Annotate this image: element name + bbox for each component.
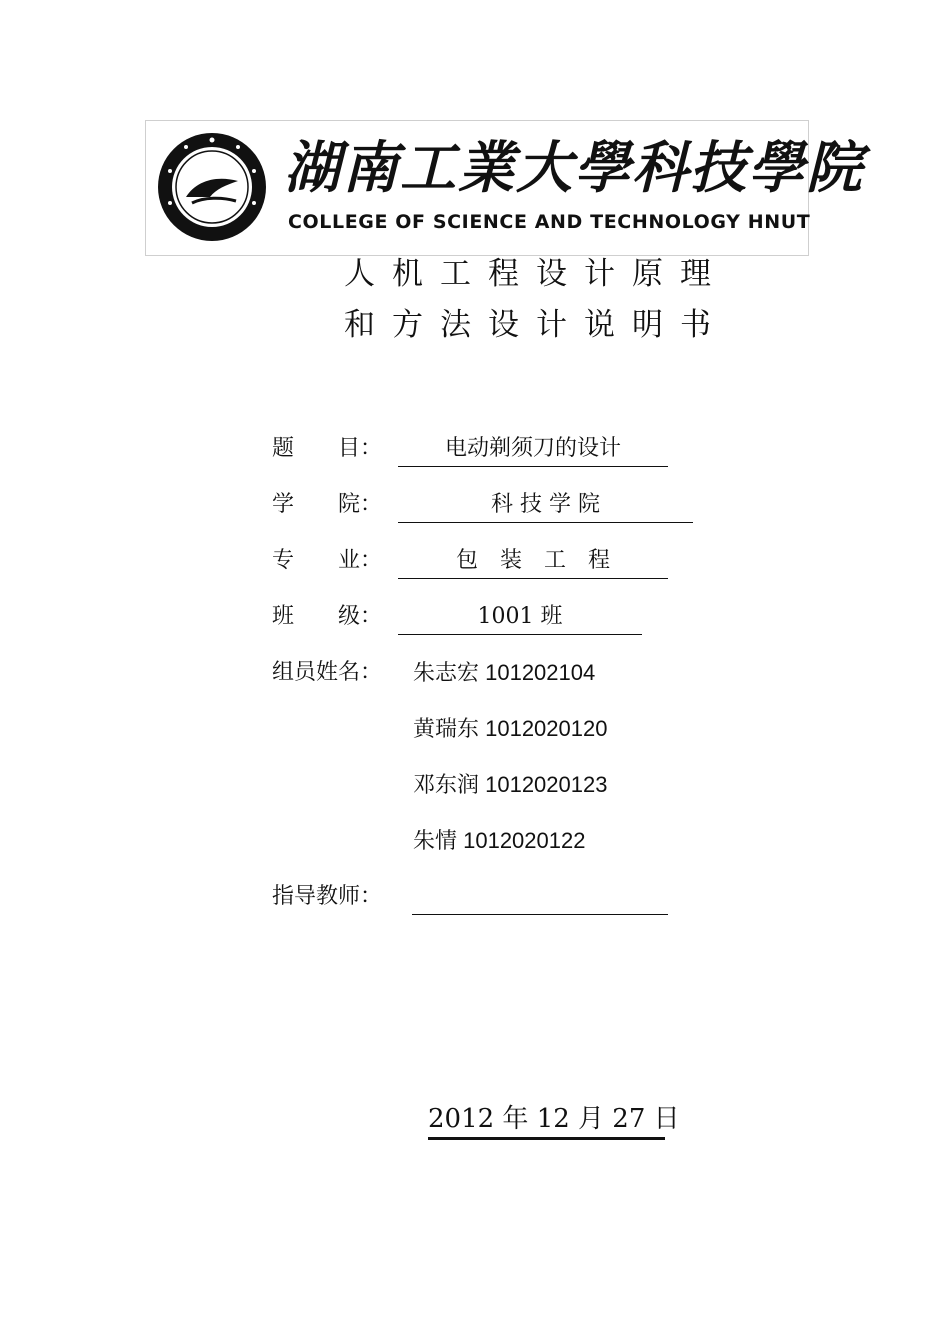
school-name-chinese: 湖南工業大學科技學院 [284,136,864,201]
college-value: 科 技 学 院 [398,490,693,523]
advisor-label: 指导教师： [272,884,383,909]
major-value: 包 装 工 程 [398,546,668,579]
advisor-blank-line [412,882,668,915]
major-label: 专 业： [272,548,383,573]
topic-label: 题 目： [272,436,383,461]
member-1: 朱志宏 101202104 [413,660,596,685]
class-value: 1001 班 [398,602,642,635]
school-seal-logo [156,131,268,243]
member-4: 朱情 1012020122 [413,828,586,853]
topic-value: 电动剃须刀的设计 [398,434,668,467]
document-title-line-1: 人机工程设计原理 [344,256,728,292]
members-label: 组员姓名： [272,660,383,685]
document-title-line-2: 和方法设计说明书 [344,307,728,343]
school-name-english: COLLEGE OF SCIENCE AND TECHNOLOGY HNUT [288,211,811,233]
class-label: 班 级： [272,604,383,629]
college-label: 学 院： [272,492,383,517]
member-3: 邓东润 1012020123 [413,772,608,797]
school-banner [145,120,864,256]
report-date: 2012 年 12 月 27 日 [428,1098,665,1140]
member-2: 黄瑞东 1012020120 [413,716,608,741]
